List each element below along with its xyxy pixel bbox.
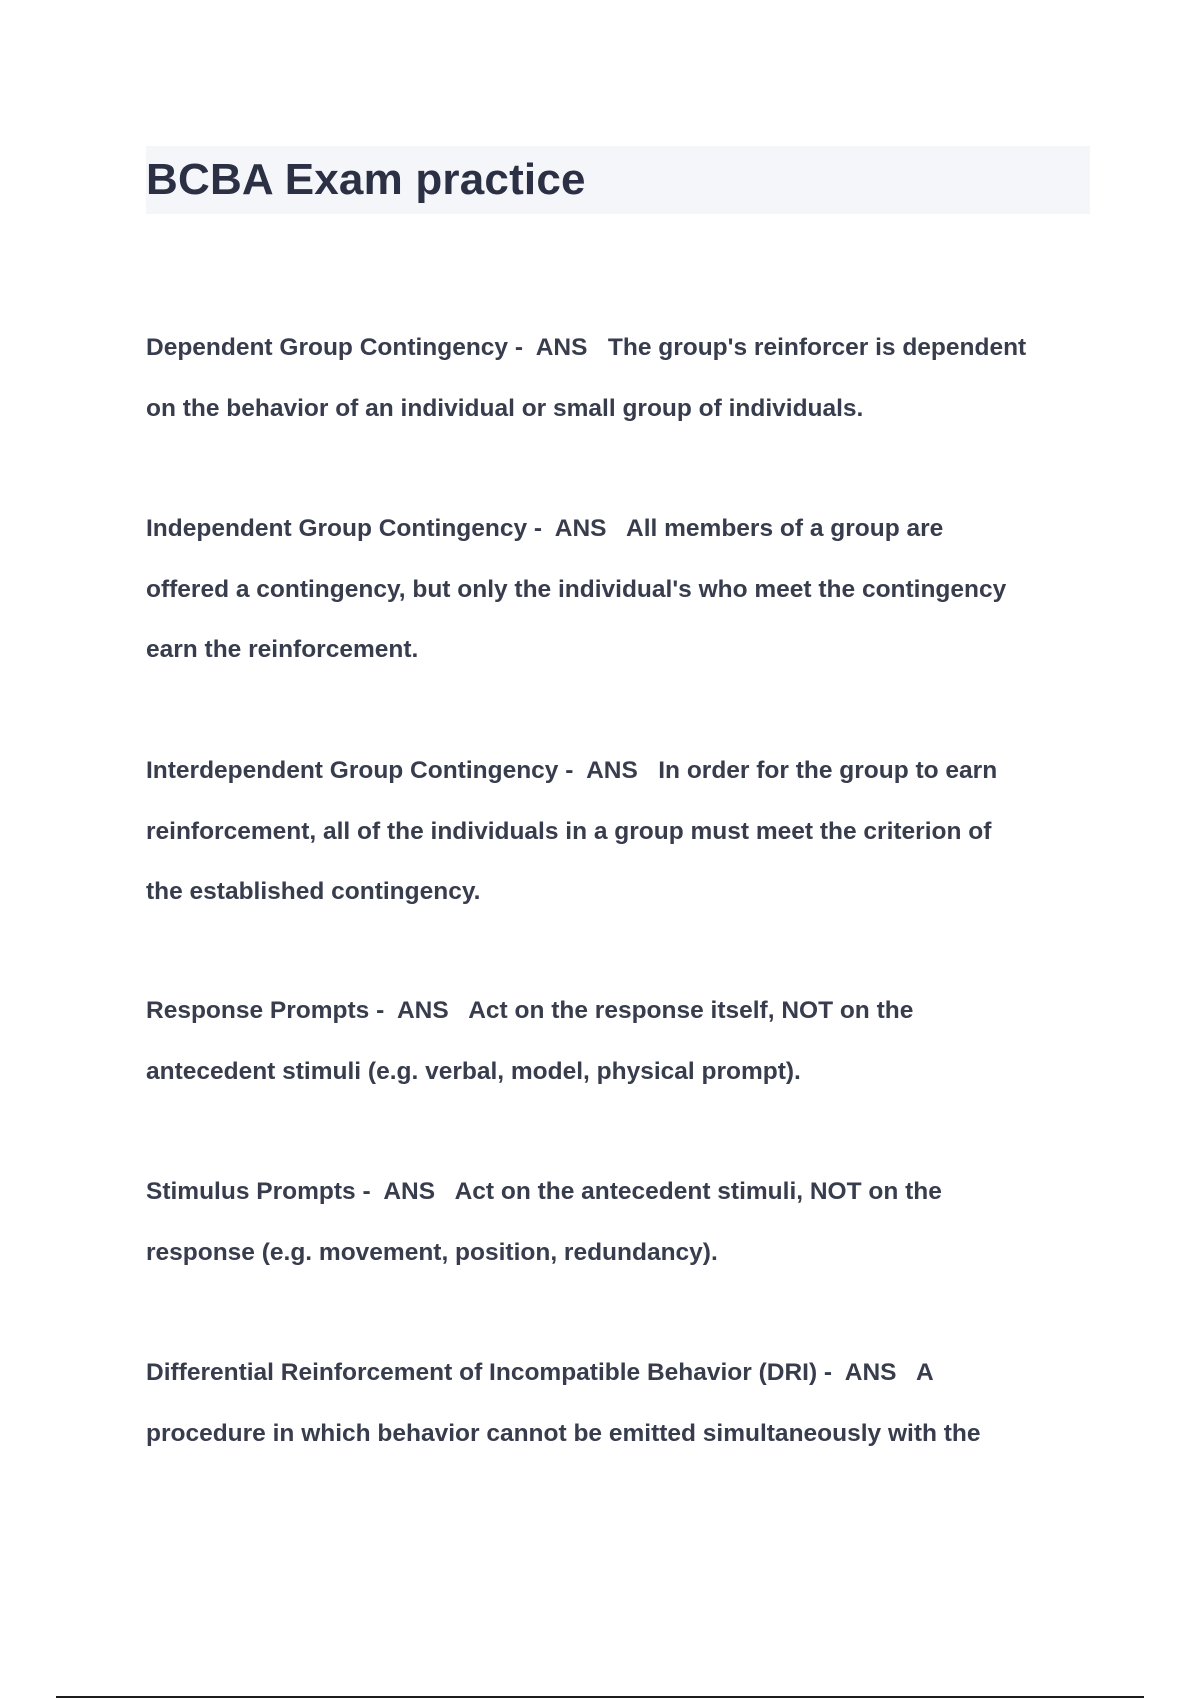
flashcard-entry xyxy=(146,741,1106,923)
entry-answer-text: antecedent stimuli (e.g. verbal, model, physical prompt). xyxy=(146,1057,801,1085)
entry-answer-marker: ANS xyxy=(844,1359,897,1386)
entry-first-line: Response Prompts - ANS Act on the response itself, NOT on the xyxy=(146,997,914,1024)
entry-first-line: Interdependent Group Contingency - ANS In order for the group to earn xyxy=(146,757,998,784)
entry-answer-text: the established contingency. xyxy=(146,878,481,905)
flashcard-entry xyxy=(146,1343,1106,1464)
entry-answer-text: reinforcement, all of the individuals in a group must meet the criterion of xyxy=(146,817,992,845)
flashcard-entry xyxy=(146,1162,1106,1283)
entry-answer-marker: ANS xyxy=(396,997,449,1024)
entry-answer-marker: ANS xyxy=(383,1178,436,1205)
entry-answer-text: on the behavior of an individual or small group of individuals. xyxy=(146,394,864,422)
entry-answer-marker: ANS xyxy=(554,515,607,542)
entry-term: Differential Reinforcement of Incompatible Behavior (DRI) xyxy=(146,1359,818,1386)
entry-answer-marker: ANS xyxy=(586,757,638,784)
entry-answer-text: A xyxy=(916,1359,934,1386)
entry-answer-text: In order for the group to earn xyxy=(658,757,998,784)
entry-answer-text: offered a contingency, but only the individual's who meet the contingency xyxy=(146,575,1007,603)
entry-answer-text: Act on the antecedent stimuli, NOT on the xyxy=(454,1178,942,1205)
entry-term: Stimulus Prompts xyxy=(146,1178,356,1205)
entry-answer-text: procedure in which behavior cannot be emitted simultaneously with the xyxy=(146,1419,981,1447)
entry-answer-text: earn the reinforcement. xyxy=(146,636,419,663)
flashcard-entry xyxy=(146,318,1106,439)
footer-divider xyxy=(56,1696,1144,1698)
flashcard-entry xyxy=(146,981,1106,1102)
entry-first-line: Stimulus Prompts - ANS Act on the antecedent stimuli, NOT on the xyxy=(146,1178,942,1205)
entry-answer-text: Act on the response itself, NOT on the xyxy=(468,997,914,1024)
entry-answer-text: The group's reinforcer is dependent xyxy=(607,334,1027,361)
entry-term: Independent Group Contingency xyxy=(146,515,528,542)
entry-term: Dependent Group Contingency xyxy=(146,334,509,361)
entry-answer-marker: ANS xyxy=(535,334,588,361)
entry-term: Interdependent Group Contingency xyxy=(146,757,559,784)
entry-first-line: Independent Group Contingency - ANS All members of a group are xyxy=(146,515,944,542)
page-title: BCBA Exam practice xyxy=(146,155,586,204)
flashcard-entry xyxy=(146,499,1106,681)
entry-term: Response Prompts xyxy=(146,997,370,1024)
entry-answer-text: response (e.g. movement, position, redundancy). xyxy=(146,1238,718,1266)
entry-first-line: Differential Reinforcement of Incompatible Behavior (DRI) - ANS A xyxy=(146,1359,934,1386)
entry-answer-text: All members of a group are xyxy=(626,515,944,542)
entry-first-line: Dependent Group Contingency - ANS The group's reinforcer is dependent xyxy=(146,334,1027,361)
